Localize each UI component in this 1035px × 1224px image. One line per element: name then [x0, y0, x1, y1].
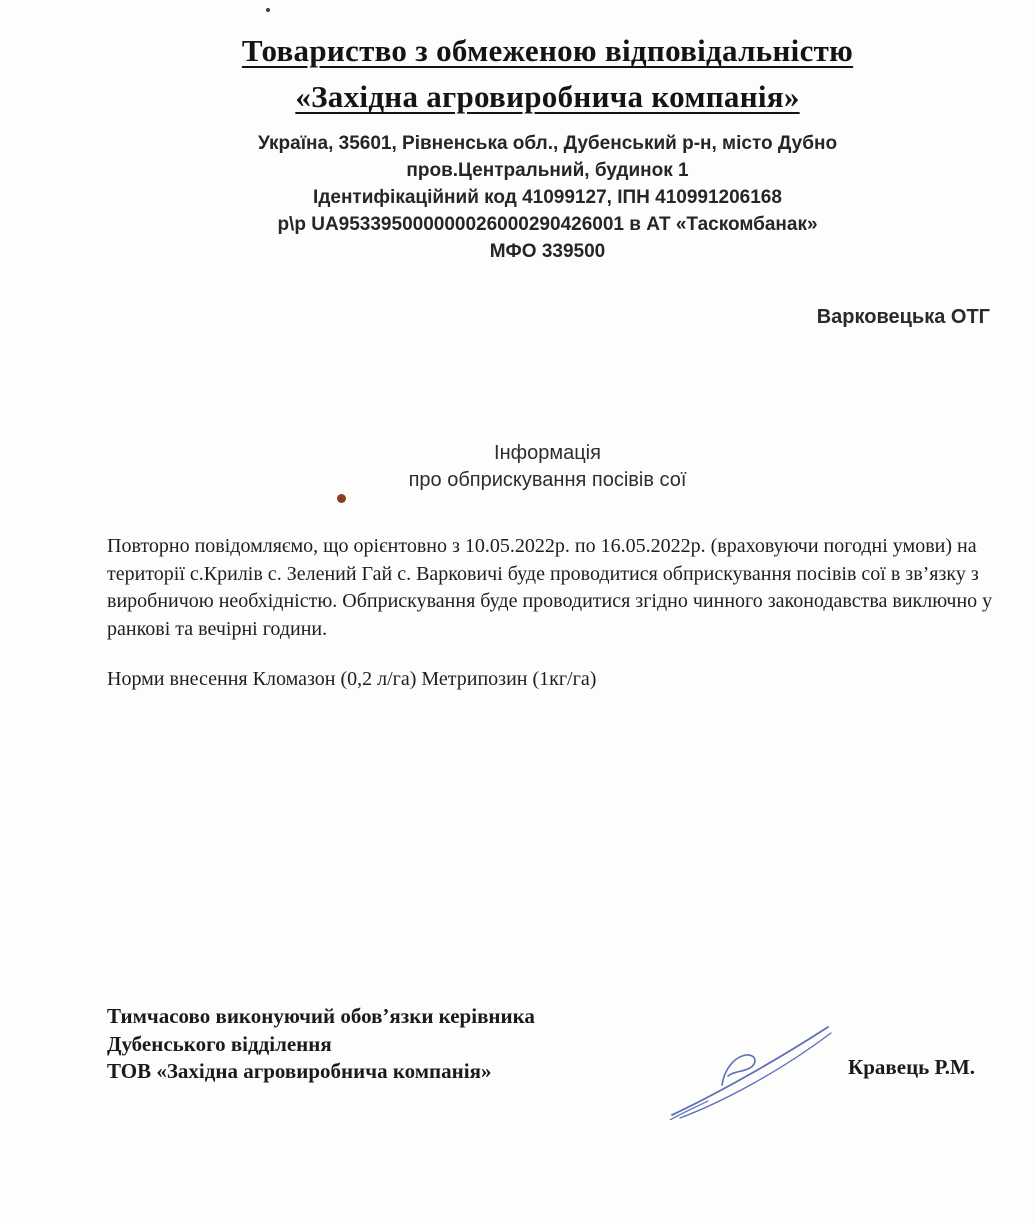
body-paragraph-norms: Норми внесення Кломазон (0,2 л/га) Метрипозин (1кг/га) — [107, 668, 597, 690]
company-details — [60, 130, 1035, 265]
signatory-name: Кравець Р.М. — [848, 1055, 976, 1079]
letterhead — [60, 28, 1035, 265]
company-name — [60, 28, 1035, 120]
company-name-line1: Товариство з обмеженою відповідальністю — [241, 33, 854, 68]
company-id-codes: Ідентифікаційний код 41099127, ІПН 410991206168 — [313, 187, 782, 208]
signature-stroke-double — [680, 1033, 831, 1118]
signatory-position-line3: ТОВ «Західна агровиробнича компанія» — [107, 1059, 492, 1083]
signatory-position-line2: Дубенського відділення — [107, 1031, 332, 1056]
body-paragraph-main: Повторно повідомляємо, що орієнтовно з 10.05.2022р. по 16.05.2022р. (враховуючи погодні умови) на території с.Крилів с. Зелений Гай с. Варковичі буде проводитися обприскування посівів сої в зв’язку з виробничою необхідністю. Обприскування буде проводитися згідно чинного законодавства виключно у ранкові та вечірні години. — [107, 535, 993, 640]
handwritten-signature-ink — [668, 1015, 843, 1120]
company-address-line1: Україна, 35601, Рівненська обл., Дубенський р-н, місто Дубно — [257, 133, 838, 154]
signature-stroke-tail — [670, 1101, 708, 1120]
subject-line1: Інформація — [494, 442, 601, 464]
company-mfo: МФО 339500 — [489, 241, 606, 262]
signature-stroke-main — [672, 1027, 828, 1115]
subject-line2: про обприскування посівів сої — [408, 469, 687, 491]
subject-heading — [60, 440, 1035, 494]
recipient: Варковецька ОТГ — [816, 306, 990, 328]
company-bank-account: р\р UA953395000000026000290426001 в АТ «Таскомбанак» — [277, 214, 818, 235]
signatory-position — [107, 1003, 535, 1086]
signatory-position-line1: Тимчасово виконуючий обов’язки керівника — [107, 1004, 535, 1028]
ink-speck-artifact — [266, 8, 270, 12]
company-name-line2: «Західна агровиробнича компанія» — [295, 79, 800, 114]
brown-ink-dot-artifact — [337, 494, 346, 503]
company-address-line2: пров.Центральний, будинок 1 — [406, 160, 689, 181]
